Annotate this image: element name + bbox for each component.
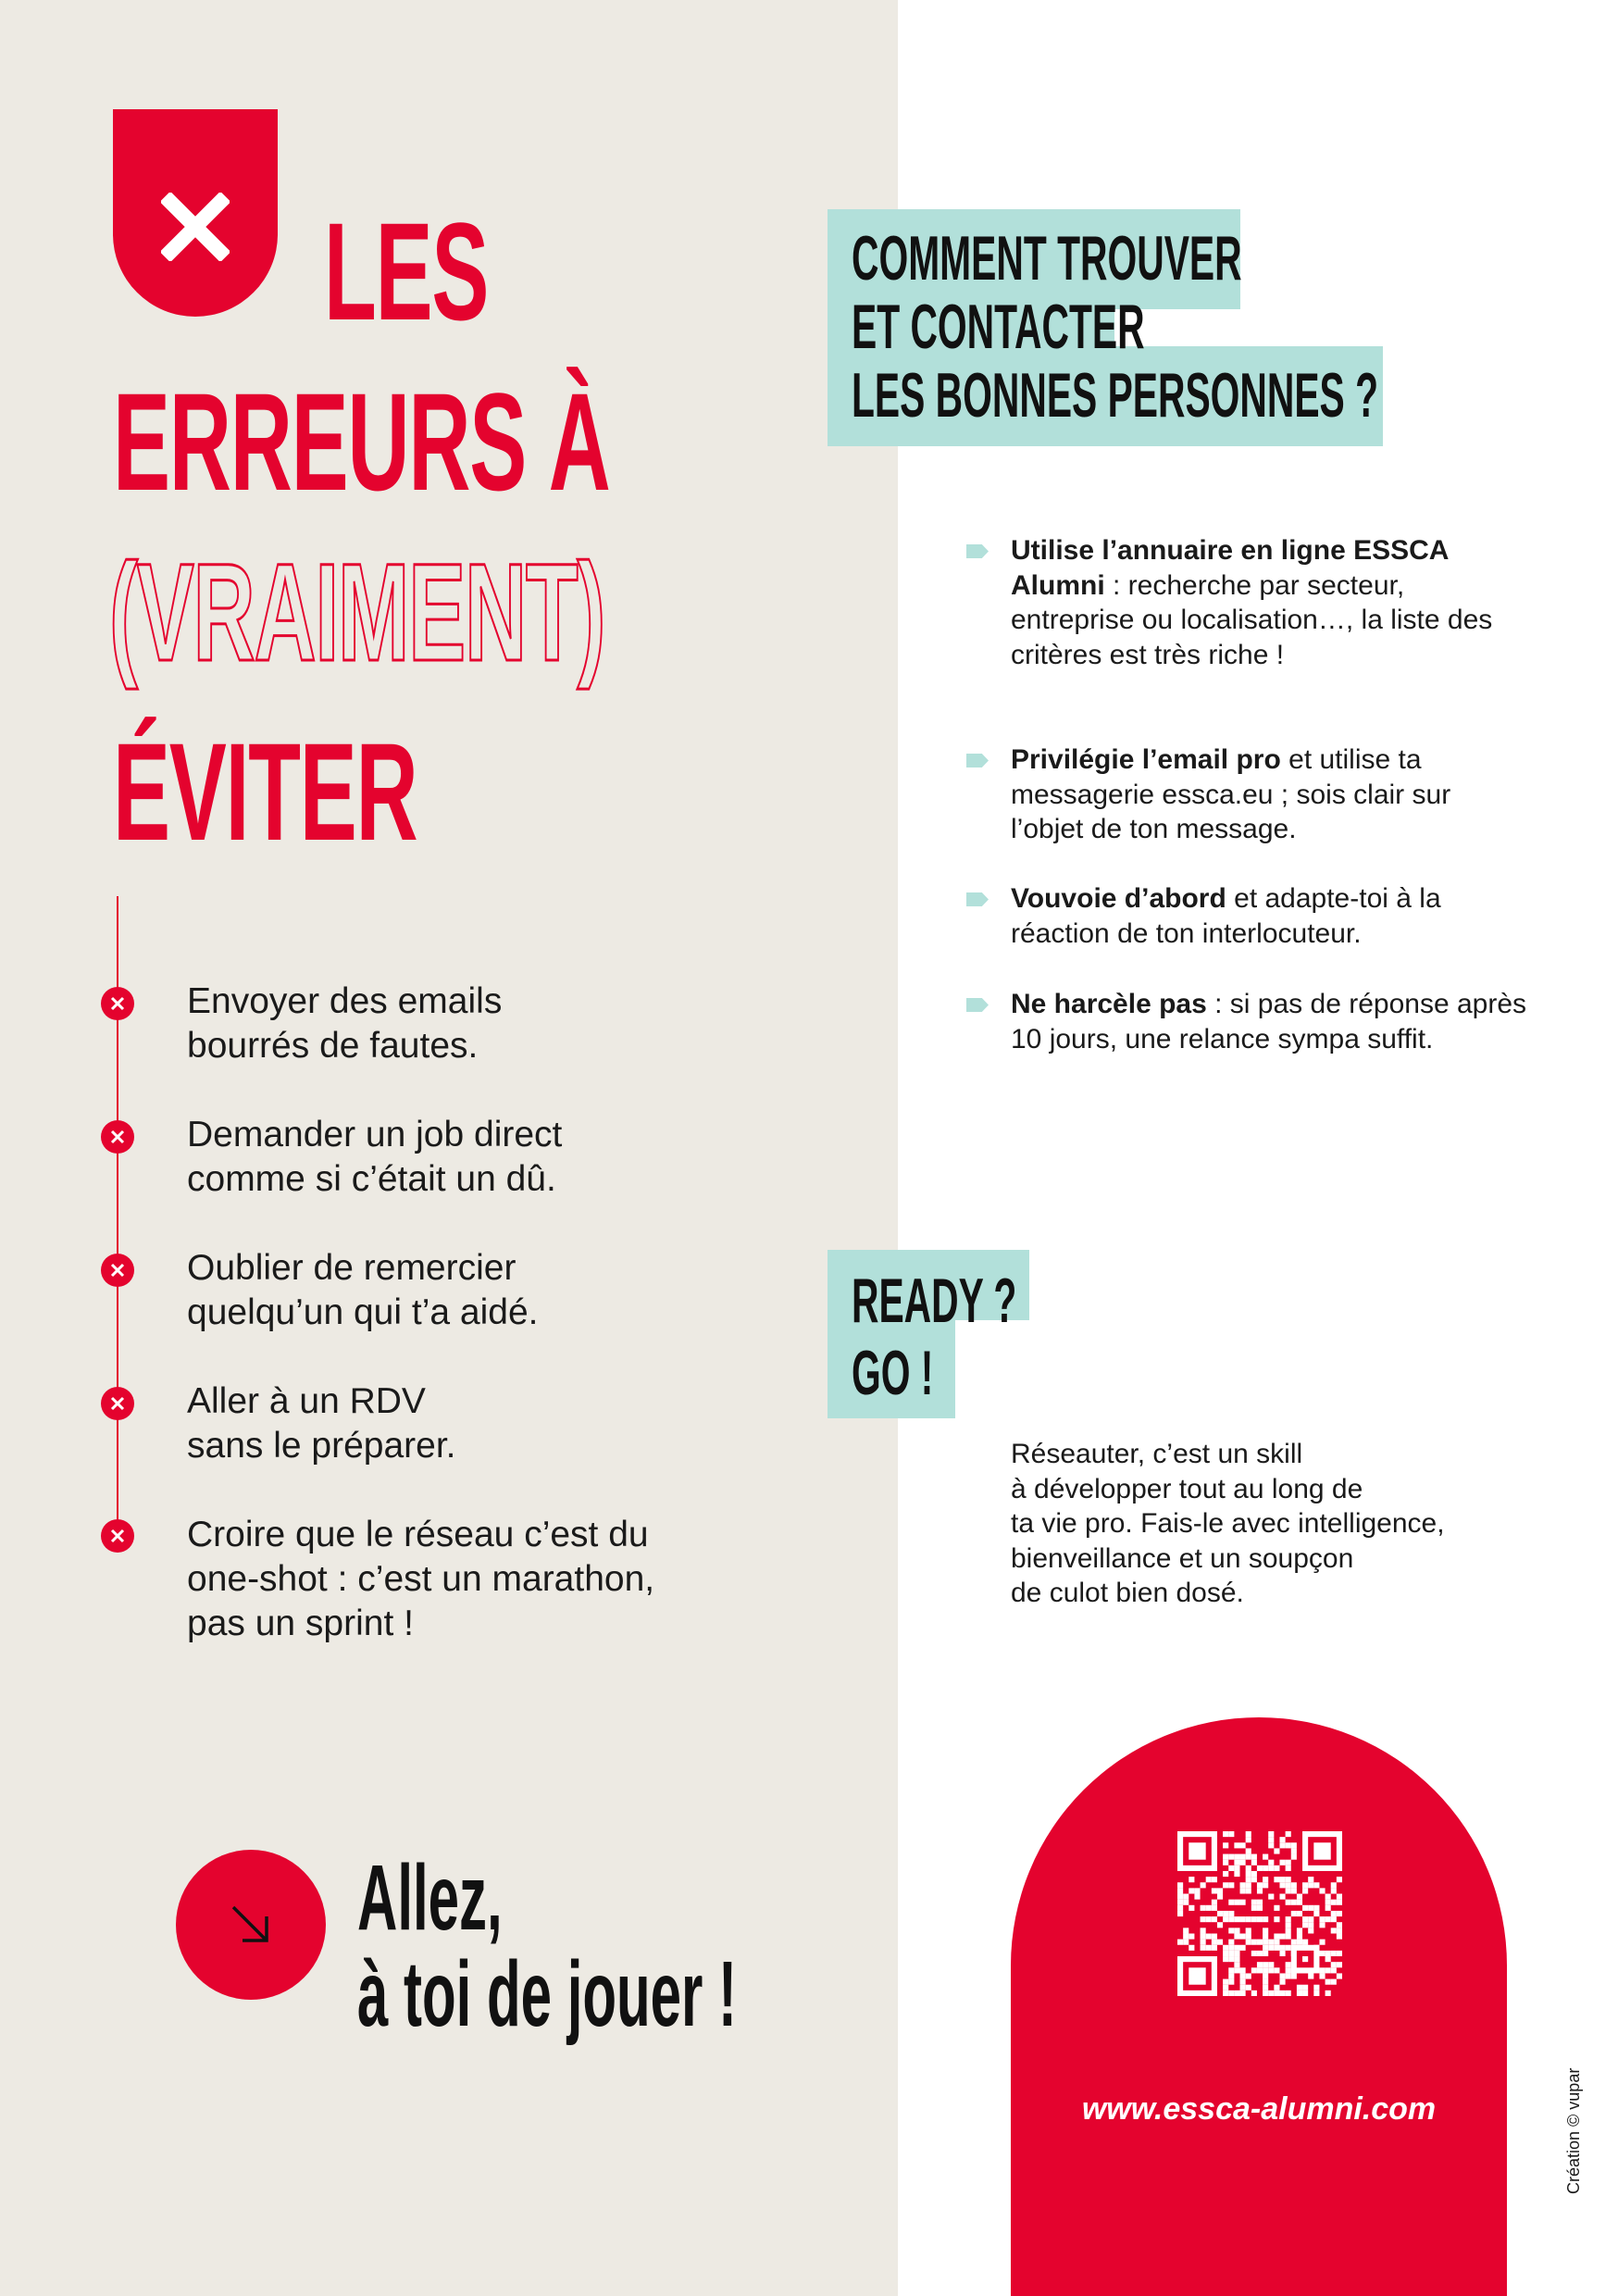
mistake-item [187,1513,835,1646]
website-link[interactable]: www.essca-alumni.com [1081,2091,1437,2127]
tip-item [1011,742,1529,847]
credit-text: Création © vupar [1564,2067,1583,2194]
red-arch [1011,1717,1507,2296]
arrow-tag-icon [966,892,989,906]
tip-text: : recherche par secteur, entreprise ou localisation…, la liste des critères est très riche ! [1011,569,1493,670]
mistake-item [187,1113,835,1202]
tip-text: et utilise ta messagerie essca.eu ; sois clair sur l’objet de ton message. [1011,744,1451,844]
cta-heading [357,1846,738,2046]
mistake-line: quelqu’un qui t’a aidé. [187,1292,539,1332]
mistake-line: Croire que le réseau c’est du [187,1515,649,1554]
mistake-item [187,980,835,1068]
mistake-item [187,1379,835,1468]
mistake-line: bourrés de fautes. [187,1026,479,1066]
mistake-line: Oublier de remercier [187,1248,517,1288]
x-circle-icon [101,1254,134,1287]
mistake-line: one-shot : c’est un marathon, [187,1559,655,1599]
arrow-down-right-icon [176,1850,326,2000]
tip-item [1011,987,1529,1056]
ready-line: READY ? [852,1266,1017,1336]
tip-bold: Utilise l’annuaire en ligne ESSCA Alumni [1011,535,1449,601]
cta-line: à toi de jouer ! [357,1942,738,2046]
x-circle-icon [101,987,134,1020]
x-circle-icon [101,1519,134,1553]
shield-x-icon [113,109,278,317]
qr-code-icon[interactable] [1177,1831,1342,1996]
tip-text: : si pas de réponse après 10 jours, une relance sympa suffit. [1011,989,1527,1054]
arrow-tag-icon [966,998,989,1012]
mistake-line: sans le préparer. [187,1426,456,1466]
cta-line: Allez, [357,1846,503,1950]
x-circle-icon [101,1387,134,1420]
question-line-2: ET CONTACTER [852,292,1145,362]
tip-item [1011,533,1529,672]
mistake-item [187,1246,835,1335]
tip-bold: Ne harcèle pas [1011,989,1207,1019]
tip-bold: Vouvoie d’abord [1011,883,1226,914]
mistake-line: comme si c’était un dû. [187,1159,556,1199]
arrow-tag-icon [966,754,989,767]
mistake-line: Aller à un RDV [187,1381,426,1421]
tip-item [1011,881,1529,951]
outro-text: Réseauter, c’est un skill à développer tout au long de ta vie pro. Fais-le avec intelligence, bienveillance et un soupçon de culot bien dosé. [1011,1439,1445,1608]
go-line: GO ! [852,1338,934,1408]
question-line-3: LES BONNES PERSONNES ? [852,360,1379,430]
arrow-tag-icon [966,544,989,558]
tip-bold: Privilégie l’email pro [1011,744,1281,775]
mistake-line: Envoyer des emails [187,981,503,1021]
question-line-1: COMMENT TROUVER [852,223,1242,293]
x-circle-icon [101,1120,134,1154]
headline-line-2: ERREURS À [113,364,610,519]
headline-line-4: ÉVITER [113,714,417,869]
tip-text: et adapte-toi à la réaction de ton interlocuteur. [1011,883,1441,949]
mistake-line: Demander un job direct [187,1115,563,1154]
headline-line-3: (VRAIMENT) [109,534,605,690]
mistake-line: pas un sprint ! [187,1603,414,1643]
headline-line-1: LES [324,193,489,349]
